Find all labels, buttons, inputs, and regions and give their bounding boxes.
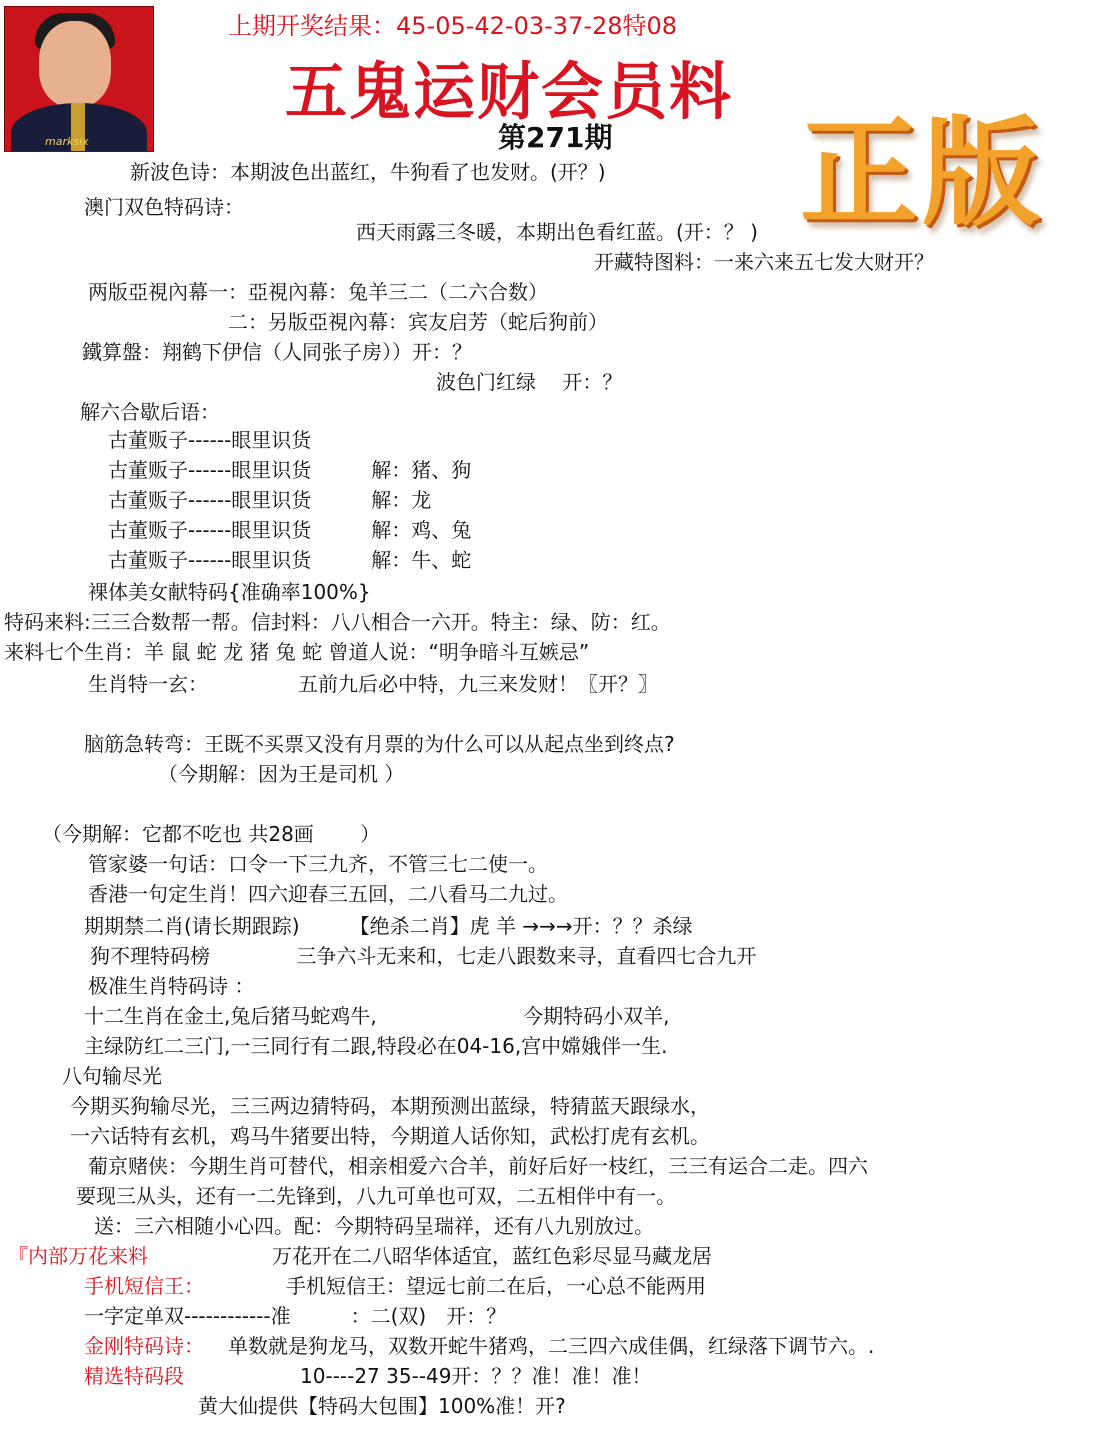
line-kingkong: 单数就是狗龙马，双数开蛇牛猪鸡，二三四六成佳偶，红绿落下调节六。.	[228, 1334, 875, 1358]
line-riddle-2: 古董贩子------眼里识货 解：猪、狗	[108, 458, 472, 482]
line-seven-zodiac: 来料七个生肖：羊 鼠 蛇 龙 猪 兔 蛇 曾道人说：“明争暗斗互嫉忌”	[4, 640, 590, 664]
label-select-segment: 精选特码段	[84, 1364, 184, 1388]
line-macau-label: 澳门双色特码诗：	[84, 195, 244, 219]
line-riddle-1: 古董贩子------眼里识货	[108, 428, 312, 452]
line-eight-lose: 八句输尽光	[62, 1064, 162, 1088]
line-brain-teaser: 脑筋急转弯：王既不买票又没有月票的为什么可以从起点坐到终点?	[84, 732, 675, 756]
line-source: 特码来料:三三合数帮一帮。信封料：八八相合一六开。特主：绿、防：红。	[4, 610, 671, 634]
label-sms-king: 手机短信王：	[84, 1274, 204, 1298]
line-zodiac-mystery: 生肖特一玄： 五前九后必中特，九三来发财！〖开？〗	[88, 672, 658, 696]
portrait-face	[39, 21, 111, 107]
issue-number: 第271期	[498, 121, 613, 154]
line-sms-king: 手机短信王：望远七前二在后，一心总不能两用	[286, 1274, 706, 1298]
line-hidden-chart: 开藏特图料：一来六来五七发大财开？	[594, 250, 934, 274]
line-macau-poem: 西天雨露三冬暖，本期出色看红蓝。(开：？ )	[356, 220, 758, 244]
last-result: 上期开奖结果：45-05-42-03-37-28特08	[228, 12, 678, 40]
page-title: 五鬼运财会员料	[285, 55, 734, 128]
line-teaser-answer: （今期解：因为王是司机 ）	[158, 762, 405, 786]
genuine-badge: 正版	[800, 103, 1045, 242]
line-hongkong: 香港一句定生肖！四六迎春三五回，二八看马二九过。	[88, 882, 568, 906]
line-twelve-zodiac: 十二生肖在金土,兔后猪马蛇鸡牛, 今期特码小双羊,	[84, 1004, 670, 1028]
line-select-segment: 10----27 35--49开：？？准！准！准！	[300, 1364, 652, 1388]
line-abacus: 鐵算盤：翔鹤下伊信（人同张子房））开：？	[82, 340, 472, 364]
line-accuracy: 裸体美女献特码{准确率100%}	[88, 580, 371, 604]
label-kingkong: 金刚特码诗：	[84, 1334, 204, 1358]
line-housekeeper: 管家婆一句话：口令一下三九齐，不管三七二使一。	[88, 852, 548, 876]
portrait-photo	[4, 6, 154, 152]
line-main-green: 主绿防红二三门,一三同行有二跟,特段必在04-16,宫中嫦娥伴一生.	[84, 1034, 668, 1058]
line-accurate-poem: 极准生肖特码诗 ：	[88, 974, 255, 998]
line-send: 送：三六相随小心四。配：今期特码呈瑞祥，还有八九别放过。	[94, 1214, 654, 1238]
line-wong-tai-sin: 黄大仙提供【特码大包围】100%准！开?	[198, 1394, 566, 1418]
line-riddle-5: 古董贩子------眼里识货 解：牛、蛇	[108, 548, 472, 572]
line-riddle-title: 解六合歇后语：	[80, 400, 220, 424]
line-atv-one: 两版亞視內幕一：亞視內幕：兔羊三二（二六合数）	[88, 280, 548, 304]
line-strokes-answer: （今期解：它都不吃也 共28画 ）	[42, 822, 381, 846]
line-goubuli: 狗不理特码榜 三争六斗无来和，七走八跟数来寻，直看四七合九开	[90, 944, 757, 968]
line-wave-door: 波色门红绿 开：？	[436, 370, 623, 394]
line-single-double: 一字定单双------------准 ：二(双) 开：？	[84, 1304, 507, 1328]
label-inner-source: 『内部万花来料	[8, 1244, 148, 1268]
line-wanhua: 万花开在二八昭华体适宜，蓝红色彩尽显马藏龙居	[272, 1244, 712, 1268]
photo-watermark: marksix	[45, 135, 89, 148]
line-lisboa-1: 葡京赌侠：今期生肖可替代，相亲相爱六合羊，前好后好一枝红，三三有运合二走。四六	[88, 1154, 868, 1178]
line-atv-two: 二：另版亞視內幕：宾友启芳（蛇后狗前）	[228, 310, 608, 334]
line-wave-poem: 新波色诗：本期波色出蓝红，牛狗看了也发财。(开？)	[130, 160, 606, 184]
line-riddle-4: 古董贩子------眼里识货 解：鸡、兔	[108, 518, 472, 542]
line-riddle-3: 古董贩子------眼里识货 解：龙	[108, 488, 432, 512]
line-buy-dog: 今期买狗输尽光，三三两边猜特码，本期预测出蓝绿，特猜蓝天跟绿水，	[70, 1094, 710, 1118]
line-ban-two: 期期禁二肖(请长期跟踪) 【绝杀二肖】虎 羊 →→→开：？？杀绿	[84, 914, 693, 938]
line-one-six: 一六话特有玄机，鸡马牛猪要出特，今期道人话你知，武松打虎有玄机。	[70, 1124, 710, 1148]
line-lisboa-2: 要现三从头，还有一二先锋到，八九可单也可双，二五相伴中有一。	[76, 1184, 676, 1208]
